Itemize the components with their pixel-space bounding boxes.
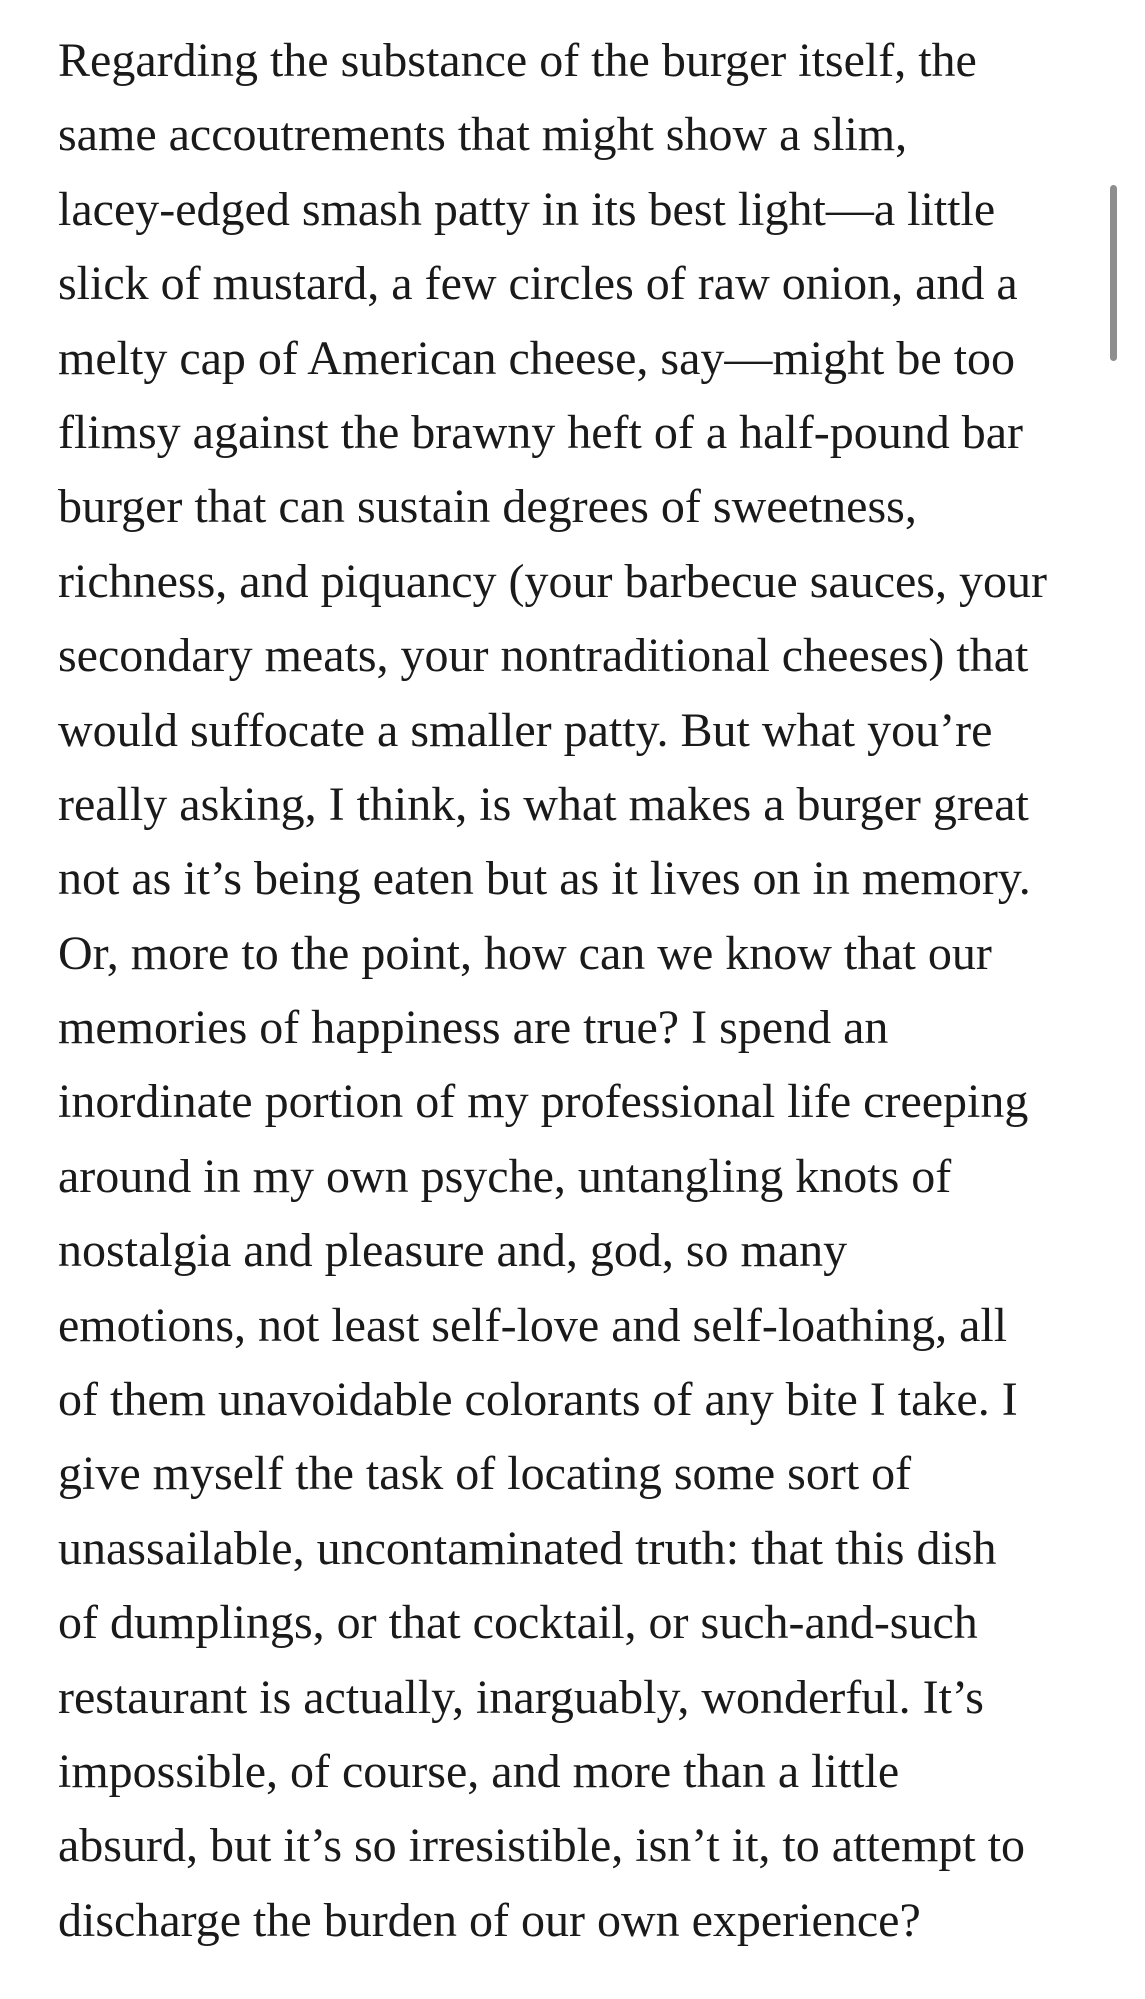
article-line: Regarding the substance of the burger itself, the	[58, 34, 977, 87]
article-line: memories of happiness are true? I spend an	[58, 1001, 889, 1055]
article-line: unassailable, uncontaminated truth: that this dish	[58, 1521, 997, 1575]
article-line: lacey-edged smash patty in its best light—a little	[58, 182, 996, 236]
article-line: inordinate portion of my professional life creeping	[58, 1075, 1029, 1129]
article-line: around in my own psyche, untangling knots of	[58, 1149, 952, 1203]
article-line: would suffocate a smaller patty. But what you’re	[58, 703, 993, 757]
article-line: give myself the task of locating some sort of	[58, 1447, 912, 1501]
article-line: discharge the burden of our own experience?	[58, 1893, 921, 1947]
article-line: same accoutrements that might show a slim,	[58, 108, 908, 162]
article-line: Or, more to the point, how can we know that our	[58, 926, 992, 980]
article-line: nostalgia and pleasure and, god, so many	[58, 1224, 848, 1278]
article-line: really asking, I think, is what makes a burger great	[58, 777, 1029, 831]
article-line: not as it’s being eaten but as it lives on in memory.	[58, 852, 1031, 906]
article-line: impossible, of course, and more than a little	[58, 1744, 900, 1798]
article-line: richness, and piquancy (your barbecue sauces, your	[58, 554, 1047, 608]
article-body	[58, 24, 1098, 1958]
article-line: emotions, not least self-love and self-loathing, all	[58, 1298, 1008, 1352]
article-line: flimsy against the brawny heft of a half-pound bar	[58, 405, 1024, 459]
article-line: burger that can sustain degrees of sweetness,	[58, 480, 917, 534]
scrollbar-thumb[interactable]	[1110, 185, 1117, 361]
article-line: melty cap of American cheese, say—might be too	[58, 331, 1016, 385]
article-line: secondary meats, your nontraditional cheeses) that	[58, 629, 1029, 683]
article-line: restaurant is actually, inarguably, wonderful. It’s	[58, 1670, 984, 1724]
article-line: of them unavoidable colorants of any bite I take. I	[58, 1373, 1018, 1427]
article-line: absurd, but it’s so irresistible, isn’t it, to attempt to	[58, 1819, 1026, 1873]
article-line: slick of mustard, a few circles of raw onion, and a	[58, 257, 1018, 311]
article-line: of dumplings, or that cocktail, or such-and-such	[58, 1596, 978, 1650]
